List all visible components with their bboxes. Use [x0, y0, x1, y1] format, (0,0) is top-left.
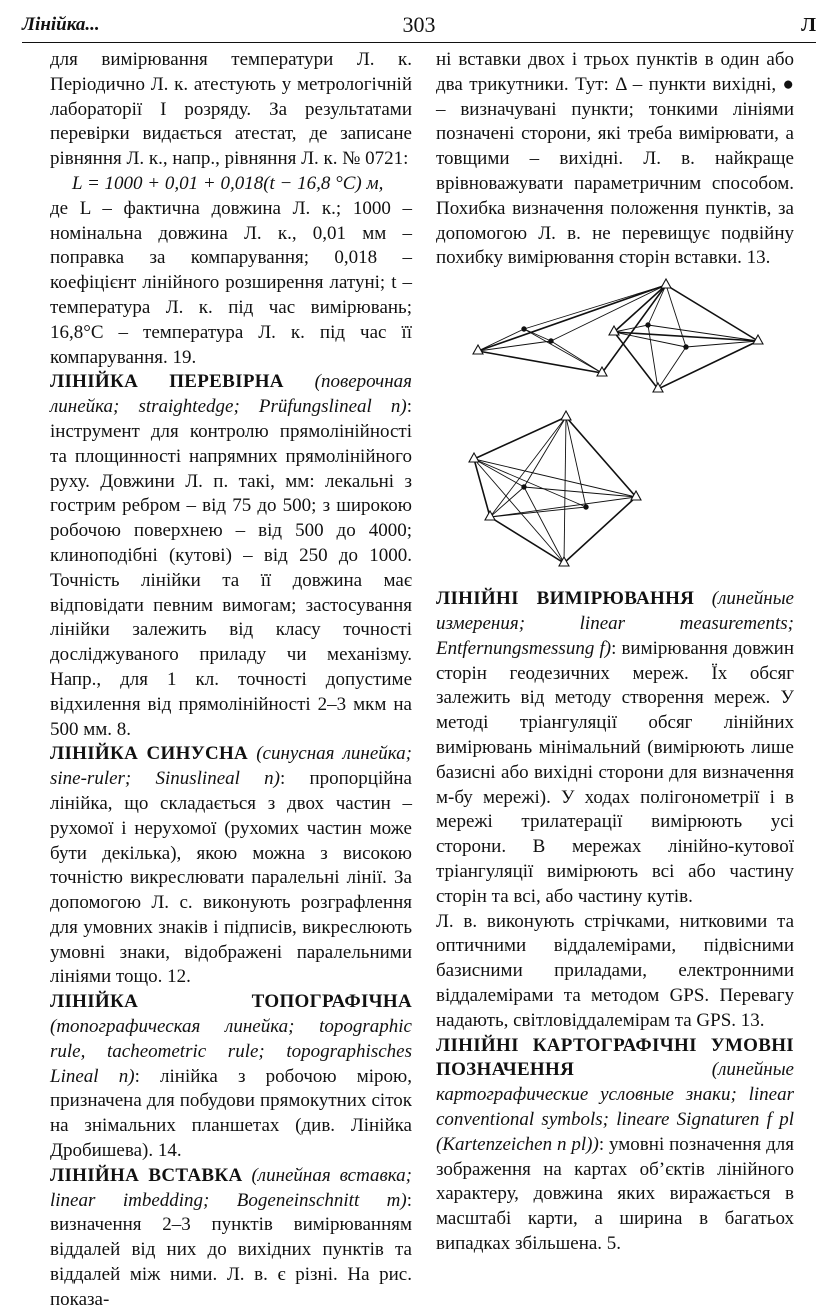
entry-translations: (линейные картографические условные знаки; linear conventional symbols; lineare Signaturen f pl (Kartenzeichen n pl)) [436, 1059, 794, 1155]
paragraph: де L – фактична довжина Л. к.; 1000 – номінальна довжина Л. к., 0,01 мм – поправка за компарування; 0,018 – коефіцієнт лінійного розширення латуні; t – температура Л. к. під час вимірювань; 16,8°C – температура Л. к. під час її компарування. 19. [50, 197, 412, 368]
paragraph: для вимірювання температури Л. к. Періодично Л. к. атестують у метрологічній лабораторії І розряду. За результатами перевірки видається атестат, де записане рівняння Л. к., напр., рівняння Л. к. № 0721: [50, 49, 412, 170]
entry-definition: : лінійка з робочою мірою, призначена для побудови прямокутних сіток на знімальних планшетах (див. Лінійка Дробишева). 14. [50, 1065, 412, 1162]
entry-translations: (поверочная линейка; straightedge; Prüfungslineal n) [50, 371, 412, 418]
paragraph: Л. в. виконують стрічками, нитковими та оптичними віддалемірами, підвісними базисними приладами, електронними віддалемірами та методом GPS. Перевагу надають, світловіддалемірам та GPS. 13. [436, 910, 794, 1031]
entry-headword: ЛІНІЙКА СИНУСНА [50, 743, 249, 765]
entry-translations: (линейная вставка; linear imbedding; Bogeneinschnitt m) [50, 1164, 413, 1211]
entry-headword: ЛІНІЙКА ТОПОГРАФІЧНА [50, 991, 412, 1013]
linear-insertion-figure [436, 277, 794, 579]
entry-liniyni-kartohrafichni [436, 1034, 794, 1257]
figure-svg [436, 277, 794, 579]
entry-definition: : інструмент для контролю прямолінійності та площинності напрямних прямолінійного руху. Довжини Л. п. такі, мм: лекальні з гострим ребром – від 75 до 500; з широкою робочою поверхнею – від 500 до 4000; клиноподібні (кутові) – від 250 до 1000. Точність лінійки та її довжина має відповідати певним вимогам; застосування лінійки залежить від класу точності досліджуваного приладу чи механізму. Напр., для 1 кл. точності допустиме відхилення від прямолінійності 2–3 мкм на 500 мм. 8. [50, 396, 412, 740]
entry-headword: ЛІНІЙНА ВСТАВКА [50, 1164, 243, 1186]
figure-quadrilateral-b [614, 285, 758, 389]
given-point-markers [469, 279, 763, 566]
entry-definition: : умовні позначення для зображення на картах об’єктів лінійного характеру, довжина яких виражається в масштабі карти, а ширина в багатьох випадках збільшена. 5. [436, 1133, 795, 1254]
entry-lineyka-perevirna [50, 370, 412, 742]
page-number: 303 [402, 12, 436, 37]
entry-translations: (синусная линейка; sine-ruler; Sinuslineal n) [50, 743, 412, 790]
figure-network-c [474, 417, 636, 563]
entry-lineyka-topohrafichna [50, 990, 412, 1164]
entry-liniyna-vstavka [50, 1164, 412, 1313]
section-letter: Л [801, 14, 816, 36]
running-head: Лінійка... [22, 14, 100, 35]
entry-definition: : вимірювання довжин сторін геодезичних мереж. Їх обсяг залежить від методу створення мереж. У методі тріангуляції обсяг лінійних вимірювань мінімальний (вимірюють лише базисні або вихідні сторони для визначення м-бу мережі). У ходах полігонометрії і в мережі трилатерації вимірюють усі сторони. В мережах лінійно-кутової тріангуляції вимірюють всі або частину сторін та всі, або частину кутів. [436, 637, 794, 907]
entry-headword: ЛІНІЙКА ПЕРЕВІРНА [50, 371, 284, 393]
right-column [436, 48, 794, 1257]
entry-liniyni-vymiryuvannya [436, 587, 794, 909]
header-rule [22, 42, 816, 43]
entry-translations: (линейные измерения; linear measurements; Entfernungsmessung f) [436, 588, 794, 659]
entry-lineyka-synusna [50, 742, 412, 990]
page-header [22, 10, 816, 40]
entry-headword: ЛІНІЙНІ ВИМІРЮВАННЯ [436, 588, 695, 610]
paragraph: ні вставки двох і трьох пунктів в один або два трикутники. Тут: Δ – пункти вихідні, ● – визначувані пункти; тонкими лініями позначені сторони, які треба вимірювати, а товщими – вихідні. Л. в. найкраще врівноважувати параметричним способом. Похибка визначення положення пунктів, за допомогою Л. в. не перевищує подвійну похибку вимірювання сторін вставки. 13. [436, 49, 794, 269]
entry-headword: ЛІНІЙНІ КАРТОГРАФІЧНІ УМОВНІ ПОЗНАЧЕННЯ [436, 1034, 794, 1081]
entry-translations: (топографическая линейка; topographic rule, tacheometric rule; topographisches Lineal n) [50, 1016, 412, 1087]
figure-triangle-a [478, 285, 666, 373]
left-column [50, 48, 412, 1313]
formula: L = 1000 + 0,01 + 0,018(t − 16,8 °C) м, [72, 172, 384, 194]
entry-definition: : пропорційна лінійка, що складається з двох частин – рухомої і нерухомої (рухомих частин може бути декілька), якою можна з високою точністю викреслювати паралельні лінії. За допомогою Л. с. виконують розграфлення для умовних знаків і підписів, викреслюють умовні знаки, відображені паралельними лініями тощо. 12. [50, 768, 412, 988]
entry-definition: : визначення 2–3 пунктів вимірюванням віддалей від них до вихідних пунктів та віддалей між ними. Л. в. є різні. На рис. показа- [50, 1189, 412, 1310]
